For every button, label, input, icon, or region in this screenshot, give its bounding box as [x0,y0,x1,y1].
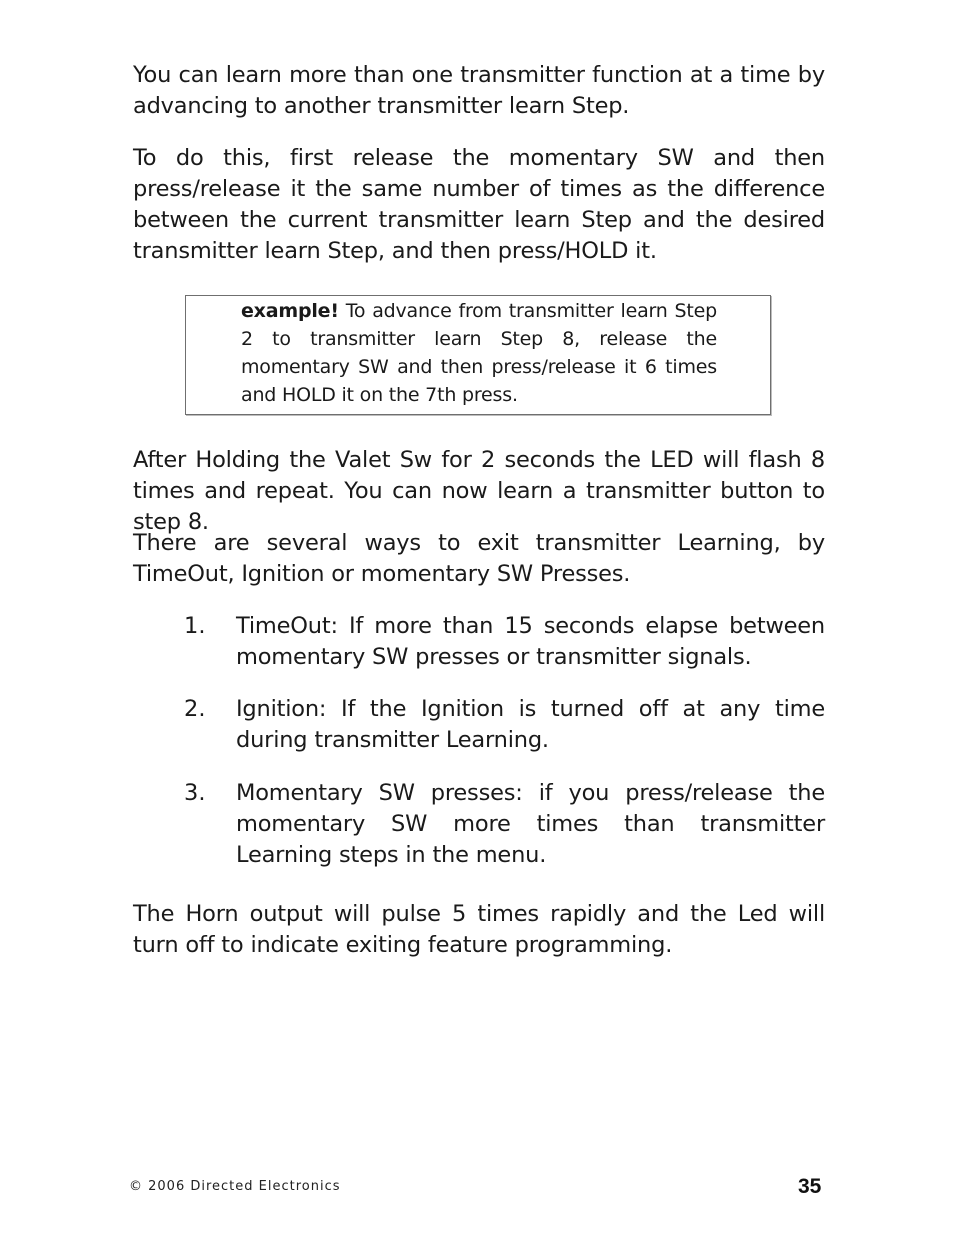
example-text [241,297,717,409]
page-number: 35 [798,1175,822,1198]
paragraph-horn-output: The Horn output will pulse 5 times rapidly and the Led will turn off to indicate exiting feature programming. [133,901,825,958]
list-item-text: TimeOut: If more than 15 seconds elapse between momentary SW presses or transmitter signals. [236,613,825,670]
example-box [185,295,771,415]
example-body: To advance from transmitter learn Step 2 to transmitter learn Step 8, release the momentary SW and then press/release it 6 times and HOLD it on the 7th press. [241,300,717,406]
list-item-number: 1. [184,613,206,639]
list-item-text: Momentary SW presses: if you press/release the momentary SW more times than transmitter Learning steps in the menu. [236,780,825,868]
paragraph-exit-ways: There are several ways to exit transmitter Learning, by TimeOut, Ignition or momentary SW Presses. [133,530,825,587]
paragraph-advance-steps: To do this, first release the momentary SW and then press/release it the same number of times as the difference between the current transmitter learn Step and the desired transmitter learn Step, and then press/HOLD it. [133,145,825,264]
list-item-number: 2. [184,696,206,722]
paragraph-led-flash: After Holding the Valet Sw for 2 seconds the LED will flash 8 times and repeat. You can now learn a transmitter button to step 8. [133,447,825,535]
paragraph-learn-multiple: You can learn more than one transmitter function at a time by advancing to another transmitter learn Step. [133,62,825,119]
list-item-text: Ignition: If the Ignition is turned off at any time during transmitter Learning. [236,696,825,753]
list-item-number: 3. [184,780,206,806]
footer-copyright: © 2006 Directed Electronics [129,1179,341,1194]
example-label: example! [241,300,339,322]
